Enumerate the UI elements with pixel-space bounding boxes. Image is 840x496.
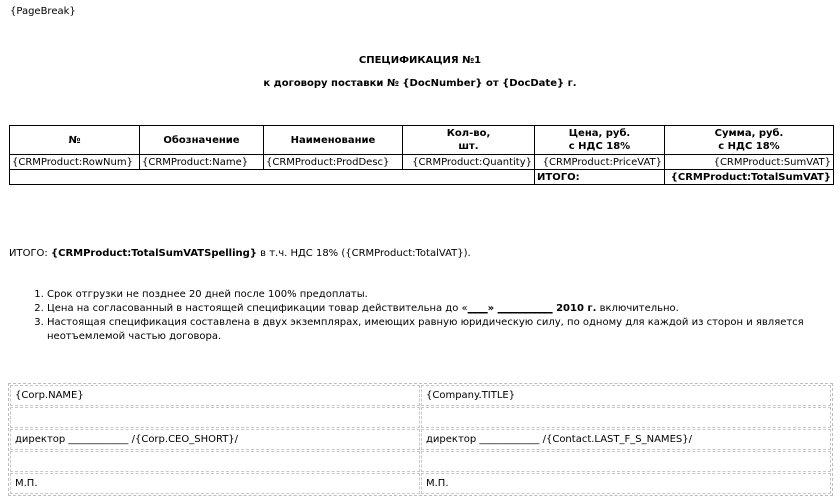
- list-item: 3. Настоящая спецификация составлена в двух экземплярах, имеющих равную юридическую силу, по одному для каждой из сторон и является неотъемлемой частью договора.: [47, 316, 840, 344]
- sign-left-name: {Corp.NAME}: [10, 385, 420, 406]
- cell-total-value: {CRMProduct:TotalSumVAT}: [665, 170, 834, 185]
- header-designation: Обозначение: [140, 126, 264, 155]
- sign-right-director: директор ____________ /{Contact.LAST_F_S_NAMES}/: [421, 429, 831, 450]
- sign-right-stamp: М.П.: [421, 473, 831, 494]
- cell-price: {CRMProduct:PriceVAT}: [535, 155, 665, 170]
- term2-post: включительно.: [596, 303, 679, 314]
- cell-quantity: {CRMProduct:Quantity}: [403, 155, 535, 170]
- table-total-row: [10, 170, 834, 185]
- itogo-label: ИТОГО:: [9, 248, 51, 259]
- term2-year: 2010 г.: [552, 303, 597, 314]
- sign-right-spacer2: [421, 451, 831, 472]
- sign-left-director: директор ____________ /{Corp.CEO_SHORT}/: [10, 429, 420, 450]
- header-sum: Сумма, руб. с НДС 18%: [665, 126, 834, 155]
- term2-month-blank: ___________: [497, 303, 553, 314]
- cell-total-label: ИТОГО:: [535, 170, 665, 185]
- term2-day-blank: ____: [467, 303, 488, 314]
- sign-right-spacer: [421, 407, 831, 428]
- sign-left-stamp: М.П.: [10, 473, 420, 494]
- table-row: [10, 155, 834, 170]
- sign-left-spacer2: [10, 451, 420, 472]
- header-quantity: Кол-во, шт.: [403, 126, 535, 155]
- terms-list: [14, 288, 840, 344]
- cell-sum: {CRMProduct:SumVAT}: [665, 155, 834, 170]
- itogo-vat: в т.ч. НДС 18% ({CRMProduct:TotalVAT}).: [256, 248, 471, 259]
- signature-table: [8, 383, 833, 496]
- term2-pre: Цена на согласованный в настоящей спецификации товар действительна до «: [47, 303, 468, 314]
- itogo-spelling: {CRMProduct:TotalSumVATSpelling}: [50, 248, 257, 259]
- table-header-row: [10, 126, 834, 155]
- document-title: СПЕЦИФИКАЦИЯ №1: [358, 55, 482, 66]
- header-number: №: [10, 126, 140, 155]
- cell-desc: {CRMProduct:ProdDesc}: [264, 155, 403, 170]
- header-name: Наименование: [264, 126, 403, 155]
- cell-name: {CRMProduct:Name}: [140, 155, 264, 170]
- term2-mid: »: [487, 303, 498, 314]
- sign-left-spacer: [10, 407, 420, 428]
- itogo-line: [9, 248, 471, 259]
- cell-total-empty: [10, 170, 535, 185]
- specification-table: [9, 125, 834, 185]
- sign-right-name: {Company.TITLE}: [421, 385, 831, 406]
- header-price: Цена, руб. с НДС 18%: [535, 126, 665, 155]
- document-subtitle: к договору поставки № {DocNumber} от {DocDate} г.: [263, 78, 577, 89]
- list-item: 1. Срок отгрузки не позднее 20 дней после 100% предоплаты.: [47, 288, 840, 302]
- page-break-placeholder: {PageBreak}: [10, 6, 76, 17]
- list-item: [47, 302, 840, 316]
- cell-rownum: {CRMProduct:RowNum}: [10, 155, 140, 170]
